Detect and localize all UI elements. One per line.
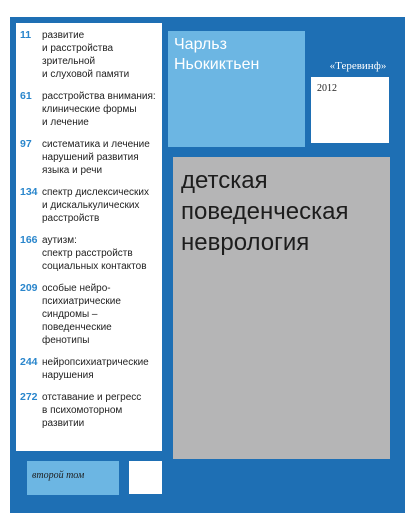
toc-page-number: 61 bbox=[20, 90, 32, 102]
toc-page-number: 11 bbox=[20, 29, 32, 41]
publication-year: 2012 bbox=[317, 83, 337, 94]
toc-page-number: 134 bbox=[20, 186, 38, 198]
table-of-contents bbox=[16, 23, 162, 451]
author-panel bbox=[168, 31, 305, 147]
publisher-name: «Теревинф» bbox=[329, 60, 387, 72]
toc-item bbox=[20, 29, 158, 81]
volume-label: второй том bbox=[32, 470, 85, 481]
toc-chapter-title: особые нейро- психиатрические синдромы – поведенческие фенотипы bbox=[42, 283, 121, 346]
toc-page-number: 244 bbox=[20, 356, 38, 368]
year-panel bbox=[311, 77, 389, 143]
toc-item bbox=[20, 391, 158, 430]
toc-chapter-title: развитие и расстройства зрительной и слуховой памяти bbox=[42, 30, 130, 80]
toc-page-number: 166 bbox=[20, 234, 38, 246]
toc-page-number: 97 bbox=[20, 138, 32, 150]
toc-page-number: 272 bbox=[20, 391, 38, 403]
toc-item bbox=[20, 282, 158, 347]
toc-item bbox=[20, 356, 158, 382]
book-title: детская поведенческая неврология bbox=[181, 167, 349, 256]
decorative-square bbox=[129, 461, 162, 494]
toc-item bbox=[20, 186, 158, 225]
toc-chapter-title: отставание и регресс в психомоторном развитии bbox=[42, 392, 142, 429]
toc-chapter-title: систематика и лечение нарушений развития языка и речи bbox=[42, 139, 150, 176]
title-panel bbox=[173, 157, 390, 459]
toc-item bbox=[20, 90, 158, 129]
volume-panel bbox=[27, 461, 119, 495]
toc-chapter-title: расстройства внимания: клинические формы и лечение bbox=[42, 91, 156, 128]
toc-chapter-title: нейропсихиатрические нарушения bbox=[42, 357, 149, 381]
toc-item bbox=[20, 234, 158, 273]
toc-chapter-title: аутизм: спектр расстройств социальных контактов bbox=[42, 235, 147, 272]
toc-item bbox=[20, 138, 158, 177]
author-name: Чарльз Ньокиктьен bbox=[174, 36, 260, 73]
toc-page-number: 209 bbox=[20, 282, 38, 294]
toc-chapter-title: спектр дислексических и дискалькулических расстройств bbox=[42, 187, 150, 224]
